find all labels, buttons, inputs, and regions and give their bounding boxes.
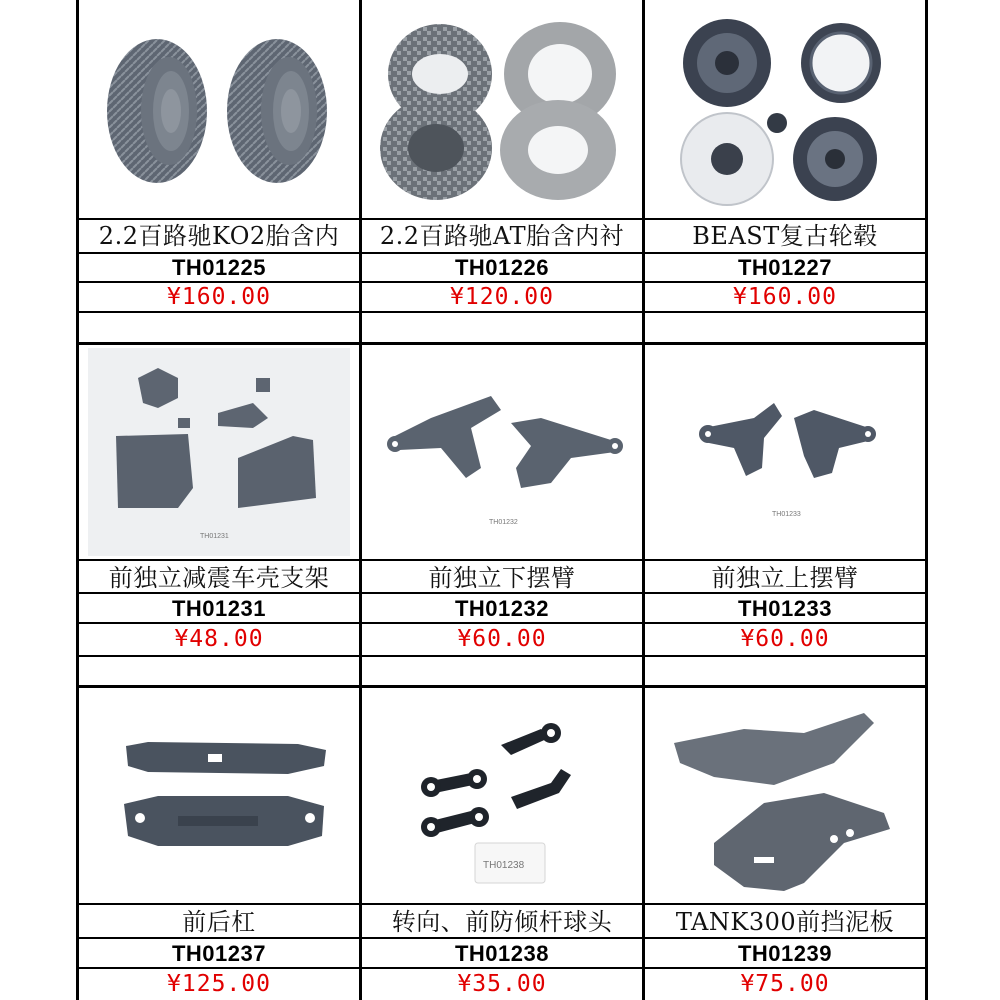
product-price: ¥120.00 <box>450 284 554 310</box>
product-image-th01232 <box>362 345 642 559</box>
product-name: 前独立上摆臂 <box>711 564 859 592</box>
product-image-th01227 <box>645 3 925 218</box>
lower-arm-icon <box>371 348 633 556</box>
product-code: TH01232 <box>454 596 549 621</box>
product-name: 前独立下摆臂 <box>428 564 576 592</box>
product-code: TH01239 <box>737 941 832 966</box>
fender-icon <box>654 693 916 898</box>
product-name: TANK300前挡泥板 <box>675 908 895 936</box>
product-image-th01231 <box>79 345 359 559</box>
upper-arm-icon <box>654 348 916 556</box>
product-image-th01226 <box>362 3 642 218</box>
product-code: TH01238 <box>454 941 549 966</box>
product-price: ¥160.00 <box>733 284 837 310</box>
ball-ends-icon <box>371 693 633 898</box>
product-name: 2.2百路驰AT胎含内衬 <box>379 222 625 250</box>
shock-body-mount-icon <box>88 348 350 556</box>
product-image-th01225 <box>79 3 359 218</box>
product-image-th01238 <box>362 688 642 903</box>
grid-line <box>76 655 928 657</box>
product-code: TH01231 <box>171 596 266 621</box>
product-price: ¥48.00 <box>174 626 264 652</box>
product-code: TH01237 <box>171 941 266 966</box>
product-price: ¥60.00 <box>457 626 547 652</box>
product-name: 前独立减震车壳支架 <box>108 564 330 592</box>
product-code: TH01226 <box>454 255 549 280</box>
product-code: TH01227 <box>737 255 832 280</box>
product-code: TH01233 <box>737 596 832 621</box>
bumpers-icon <box>88 696 350 896</box>
product-code: TH01225 <box>171 255 266 280</box>
product-image-th01233 <box>645 345 925 559</box>
product-price: ¥75.00 <box>740 971 830 997</box>
product-image-th01239 <box>645 688 925 903</box>
image-label: TH01232 <box>489 519 518 526</box>
product-grid <box>76 0 928 1000</box>
at-tires-foam-icon <box>372 16 632 206</box>
product-price: ¥60.00 <box>740 626 830 652</box>
product-name: 2.2百路驰KO2胎含内 <box>98 222 340 250</box>
grid-line <box>925 0 928 1000</box>
product-name: 前后杠 <box>182 908 256 936</box>
product-name: 转向、前防倾杆球头 <box>391 908 613 936</box>
product-price: ¥125.00 <box>167 971 271 997</box>
image-label: TH01233 <box>772 511 801 518</box>
product-price: ¥160.00 <box>167 284 271 310</box>
image-label: TH01238 <box>483 860 525 871</box>
product-price: ¥35.00 <box>457 971 547 997</box>
ko2-tires-icon <box>89 16 349 206</box>
product-name: BEAST复古轮毂 <box>692 222 878 250</box>
beast-wheels-icon <box>655 11 915 211</box>
product-image-th01237 <box>79 688 359 903</box>
image-label: TH01231 <box>200 533 229 540</box>
